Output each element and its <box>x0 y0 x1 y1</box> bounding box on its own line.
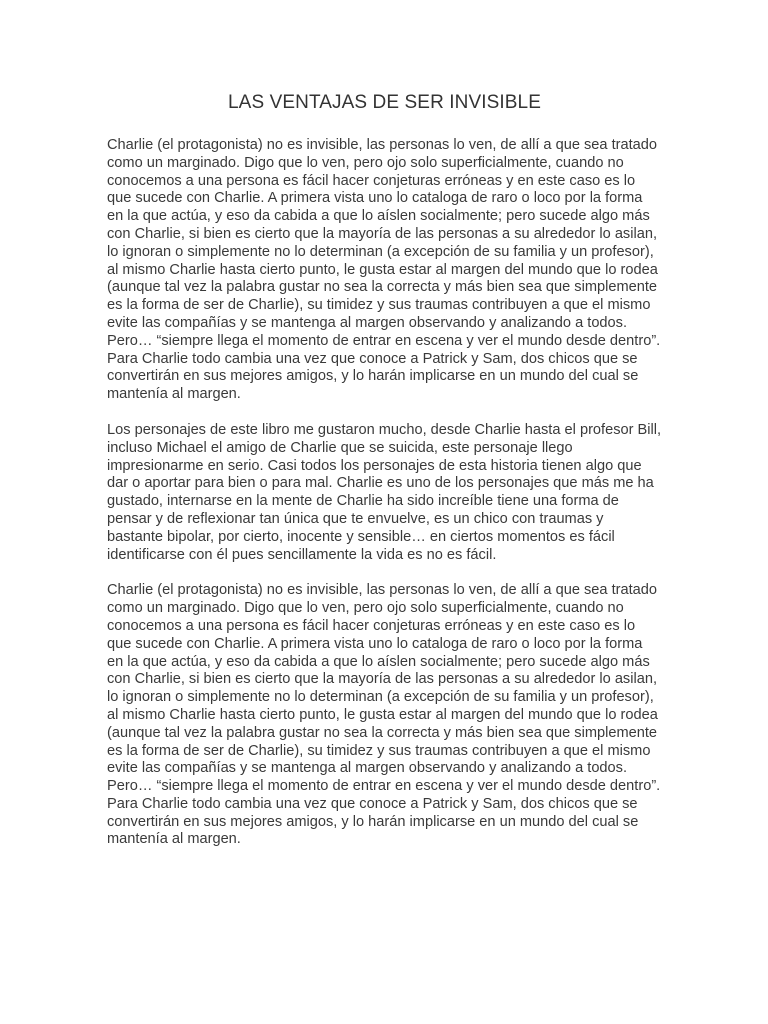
paragraph-1: Charlie (el protagonista) no es invisible, las personas lo ven, de allí a que sea tratado como un marginado. Digo que lo ven, pero ojo solo superficialmente, cuando no conocemos a una persona es fácil hacer conjeturas erróneas y en este caso es lo que sucede con Charlie. A primera vista uno lo cataloga de raro o loco por la forma en la que actúa, y eso da cabida a que lo aíslen socialmente; pero sucede algo más con Charlie, si bien es cierto que la mayoría de las personas a su alrededor lo asilan, lo ignoran o simplemente no lo determinan (a excepción de su familia y un profesor), al mismo Charlie hasta cierto punto, le gusta estar al margen del mundo que lo rodea (aunque tal vez la palabra gustar no sea la correcta y más bien sea que simplemente es la forma de ser de Charlie), su timidez y sus traumas contribuyen a que el mismo evite las compañías y se mantenga al margen observando y analizando a todos. Pero… “siempre llega el momento de entrar en escena y ver el mundo desde dentro”. Para Charlie todo cambia una vez que conoce a Patrick y Sam, dos chicos que se convertirán en sus mejores amigos, y lo harán implicarse en un mundo del cual se mantenía al margen. <box>107 137 661 403</box>
document-page <box>107 92 662 867</box>
document-title: LAS VENTAJAS DE SER INVISIBLE <box>228 92 541 113</box>
paragraph-3: Charlie (el protagonista) no es invisible, las personas lo ven, de allí a que sea tratado como un marginado. Digo que lo ven, pero ojo solo superficialmente, cuando no conocemos a una persona es fácil hacer conjeturas erróneas y en este caso es lo que sucede con Charlie. A primera vista uno lo cataloga de raro o loco por la forma en la que actúa, y eso da cabida a que lo aíslen socialmente; pero sucede algo más con Charlie, si bien es cierto que la mayoría de las personas a su alrededor lo asilan, lo ignoran o simplemente no lo determinan (a excepción de su familia y un profesor), al mismo Charlie hasta cierto punto, le gusta estar al margen del mundo que lo rodea (aunque tal vez la palabra gustar no sea la correcta y más bien sea que simplemente es la forma de ser de Charlie), su timidez y sus traumas contribuyen a que el mismo evite las compañías y se mantenga al margen observando y analizando a todos. Pero… “siempre llega el momento de entrar en escena y ver el mundo desde dentro”. Para Charlie todo cambia una vez que conoce a Patrick y Sam, dos chicos que se convertirán en sus mejores amigos, y lo harán implicarse en un mundo del cual se mantenía al margen. <box>107 582 661 848</box>
paragraph-2: Los personajes de este libro me gustaron mucho, desde Charlie hasta el profesor Bill, incluso Michael el amigo de Charlie que se suicida, este personaje llego impresionarme en serio. Casi todos los personajes de esta historia tienen algo que dar o aportar para bien o para mal. Charlie es uno de los personajes que más me ha gustado, internarse en la mente de Charlie ha sido increíble tiene una forma de pensar y de reflexionar tan única que te envuelve, es un chico con traumas y bastante bipolar, por cierto, inocente y sensible… en ciertos momentos es fácil identificarse con él pues sencillamente la vida es no es fácil. <box>107 421 662 563</box>
